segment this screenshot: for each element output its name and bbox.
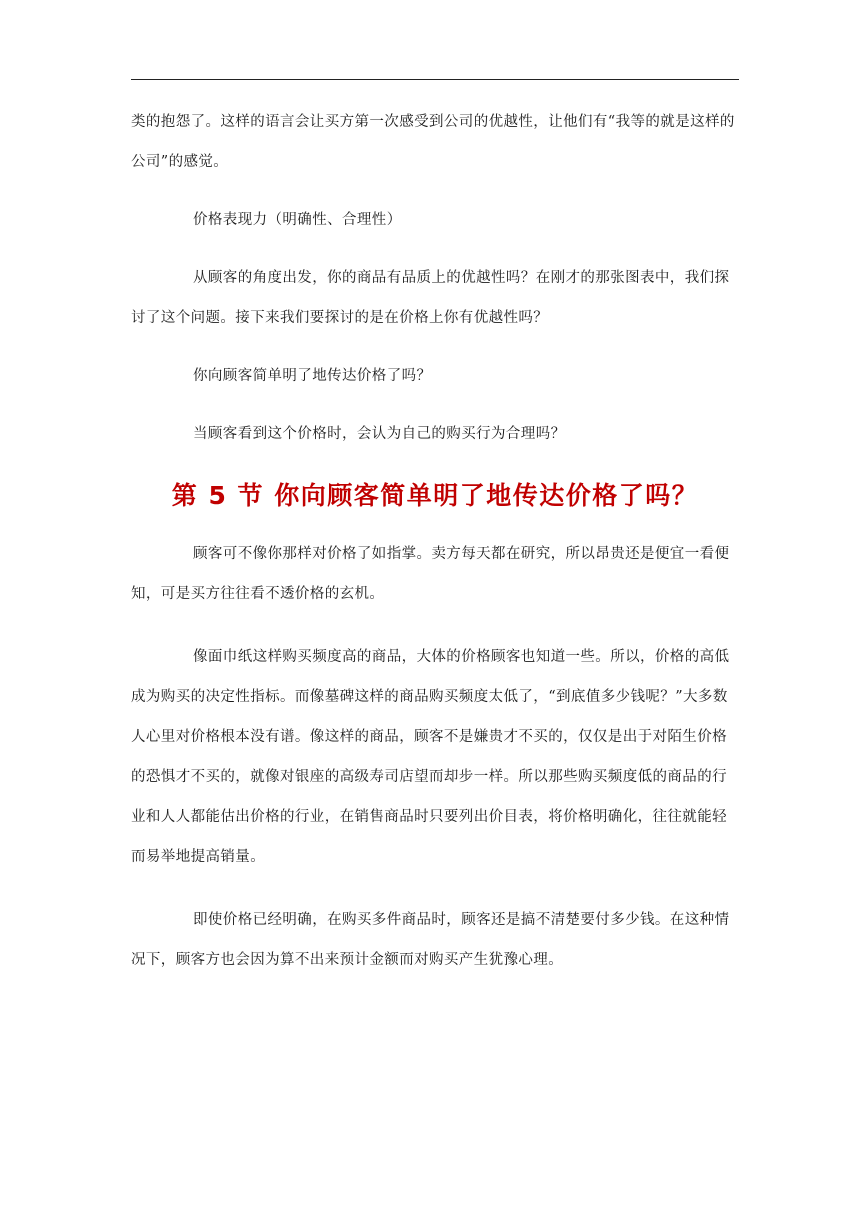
paragraph: 价格表现力（明确性、合理性） bbox=[193, 212, 402, 228]
paragraph: 顾客可不像你那样对价格了如指掌。卖方每天都在研究，所以昂贵还是便宜一看便知，可是买方往往看不透价格的玄机。 bbox=[131, 546, 730, 602]
paragraph: 当顾客看到这个价格时，会认为自己的购买行为合理吗？ bbox=[193, 426, 566, 442]
paragraph: 类的抱怨了。这样的语言会让买方第一次感受到公司的优越性，让他们有“我等的就是这样的公司”的感觉。 bbox=[131, 114, 735, 170]
paragraph: 从顾客的角度出发，你的商品有品质上的优越性吗？在刚才的那张图表中，我们探讨了这个问题。接下来我们要探讨的是在价格上你有优越性吗？ bbox=[131, 270, 730, 326]
header-rule bbox=[131, 79, 739, 80]
document-body bbox=[131, 102, 739, 980]
paragraph: 像面巾纸这样购买频度高的商品，大体的价格顾客也知道一些。所以，价格的高低成为购买的决定性指标。而像墓碑这样的商品购买频度太低了，“到底值多少钱呢？”大多数人心里对价格根本没有谱。像这样的商品，顾客不是嫌贵才不买的，仅仅是出于对陌生价格的恐惧才不买的，就像对银座的高级寿司店望而却步一样。所以那些购买频度低的商品的行业和人人都能估出价格的行业，在销售商品时只要列出价目表，将价格明确化，往往就能轻而易举地提高销量。 bbox=[131, 649, 730, 865]
paragraph: 你向顾客简单明了地传达价格了吗？ bbox=[193, 368, 432, 384]
section-heading: 第 5 节 你向顾客简单明了地传达价格了吗？ bbox=[171, 481, 699, 510]
paragraph: 即使价格已经明确，在购买多件商品时，顾客还是搞不清楚要付多少钱。在这种情况下，顾客方也会因为算不出来预计金额而对购买产生犹豫心理。 bbox=[131, 912, 730, 968]
